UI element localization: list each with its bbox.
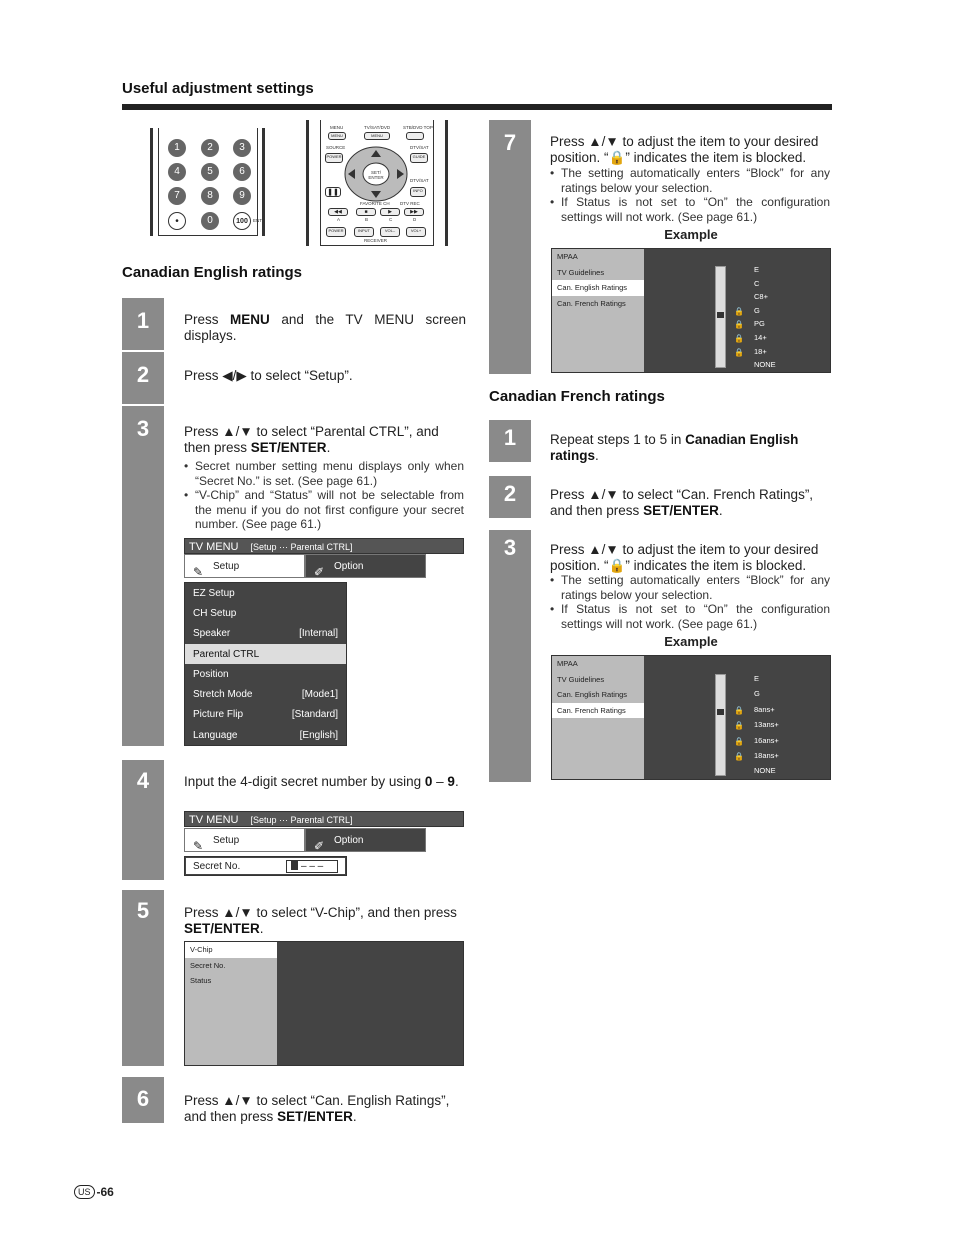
power-button: POWER	[325, 153, 343, 163]
rating-label: G	[754, 689, 760, 699]
tab-option-label-2: Option	[334, 835, 364, 846]
fr-rating-menu-mpaa[interactable]: MPAA	[557, 659, 578, 668]
setup-menu-list	[184, 582, 347, 746]
label-d: D	[413, 217, 417, 222]
key-2: 2	[201, 139, 219, 157]
guide-button: GUIDE	[410, 153, 428, 163]
label-dtvrec: DTV REC	[400, 201, 420, 206]
rating-row[interactable]	[734, 306, 776, 320]
key-6: 6	[233, 163, 251, 181]
rating-label: NONE	[754, 360, 776, 370]
vchip-menu-list	[185, 942, 277, 1065]
setup-icon: ✎	[193, 565, 204, 579]
tv-menu-title-2: TV MENU	[189, 814, 239, 826]
rating-menu-mpaa[interactable]: MPAA	[557, 252, 578, 261]
fast-forward-icon: ▶▶	[404, 208, 424, 216]
rating-label: NONE	[754, 766, 776, 776]
step-6-text: Press ▲/▼ to select “Can. English Ratings”, and then press SET/ENTER.	[184, 1093, 450, 1124]
step-4-number: 4	[136, 768, 150, 793]
fr-rating-slider-knob[interactable]	[717, 709, 724, 715]
fr-step-3-number: 3	[503, 535, 517, 560]
step-2-text: Press ◀/▶ to select “Setup”.	[184, 368, 353, 383]
rating-menu-can-french[interactable]: Can. French Ratings	[557, 298, 626, 308]
french-ratings-panel	[551, 655, 831, 780]
us-badge: US	[74, 1185, 95, 1199]
step-3-text: Press ▲/▼ to select “Parental CTRL”, and then press SET/ENTER.	[184, 424, 439, 455]
tv-menu-breadcrumb-2: [Setup ··· Parental CTRL]	[250, 815, 353, 825]
label-c: C	[389, 217, 393, 222]
tv-menu-header-2	[184, 811, 464, 827]
step-6-number: 6	[136, 1086, 150, 1111]
french-ratings-list	[734, 674, 779, 782]
step-3-note-2: • “V-Chip” and “Status” will not be selectable from the menu if you do not first configure your secret number. (See page 61.)	[184, 488, 464, 532]
label-source: SOURCE	[326, 145, 346, 150]
example-label-french: Example	[664, 634, 718, 649]
rating-row[interactable]	[734, 736, 779, 751]
receiver-vol-down-button: VOL–	[380, 227, 400, 237]
tv-menu-tabs-2	[184, 828, 426, 852]
label-menu: MENU	[330, 125, 344, 130]
cursor-icon	[291, 861, 298, 870]
menu-button-b: MENU	[364, 132, 390, 140]
option-icon: ✐	[314, 565, 325, 579]
option-icon-2: ✐	[314, 839, 325, 853]
lock-icon: 🔒	[734, 347, 744, 357]
step-3-note-1: • Secret number setting menu displays only when “Secret No.” is set. (See page 61.)	[184, 459, 464, 488]
fr-step-3-bar	[489, 530, 531, 782]
rating-row[interactable]	[734, 720, 779, 735]
tv-menu-breadcrumb: [Setup ··· Parental CTRL]	[250, 542, 353, 552]
fr-rating-menu-can-english[interactable]: Can. English Ratings	[557, 690, 628, 699]
rating-row[interactable]	[734, 751, 779, 766]
key-5: 5	[201, 163, 219, 181]
tab-setup-label-2: Setup	[213, 835, 240, 846]
lock-icon: 🔒	[734, 320, 744, 330]
step-5-text: Press ▲/▼ to select “V-Chip”, and then press SET/ENTER.	[184, 905, 457, 936]
rating-label: 8ans+	[754, 704, 775, 714]
stb-menu-button	[406, 132, 424, 140]
rating-row[interactable]	[734, 347, 776, 361]
step-7-note-2: • If Status is not set to “On” the configuration settings will not work. (See page 61.)	[550, 195, 830, 224]
step-7-bar	[489, 120, 531, 374]
header-title: Useful adjustment settings	[122, 80, 314, 97]
step-3-notes	[184, 459, 464, 532]
rating-row[interactable]	[734, 766, 779, 781]
page-number: -66	[96, 1185, 114, 1199]
key-4: 4	[168, 163, 186, 181]
rating-row[interactable]	[734, 265, 776, 279]
secret-no-input[interactable]: – – –	[286, 860, 338, 873]
lock-icon: 🔒	[734, 736, 744, 746]
step-2-number: 2	[136, 362, 150, 387]
english-ratings-panel	[551, 248, 831, 373]
rating-label: 14+	[754, 332, 767, 342]
label-dtvsat-2: DTV/SAT	[410, 178, 429, 183]
fr-step-2-number: 2	[503, 481, 517, 506]
menu-item-position[interactable]: Position	[193, 668, 229, 680]
receiver-input-button: INPUT	[354, 227, 374, 237]
step-7-note-1: • The setting automatically enters “Block” for any ratings below your selection.	[550, 166, 830, 195]
fr-step-3-notes	[550, 573, 830, 631]
fr-step-3-text: Press ▲/▼ to adjust the item to your desired position. “🔒” indicates the item is blocked.	[550, 542, 819, 573]
step-4-text: Input the 4-digit secret number by using 0 – 9.	[184, 774, 459, 789]
label-stb: STB/DVD TOP	[403, 125, 433, 130]
rating-menu-can-english[interactable]: Can. English Ratings	[552, 280, 644, 296]
tab-option-label: Option	[334, 561, 364, 572]
vchip-item-vchip[interactable]: V-Chip	[185, 942, 277, 958]
rating-row[interactable]	[734, 333, 776, 347]
label-receiver: RECEIVER	[364, 238, 388, 243]
step-1-number: 1	[136, 308, 150, 333]
fr-step-2-text: Press ▲/▼ to select “Can. French Ratings”, and then press SET/ENTER.	[550, 487, 814, 518]
fr-rating-slider[interactable]	[715, 674, 726, 776]
rating-slider[interactable]	[715, 266, 726, 368]
key-1: 1	[168, 139, 186, 157]
label-favorite: FAVORITE CH	[360, 201, 390, 206]
label-dtvsat: DTV/SAT	[410, 145, 429, 150]
lock-icon: 🔒	[734, 721, 744, 731]
rating-row[interactable]	[734, 674, 779, 689]
page-footer	[74, 1185, 114, 1199]
header-rule	[122, 104, 832, 110]
pause-icon: ❚❚	[325, 187, 341, 197]
rating-label: 16ans+	[754, 735, 779, 745]
ratings-menu-list	[552, 249, 644, 372]
fr-rating-menu-can-french[interactable]: Can. French Ratings	[552, 703, 644, 719]
secret-no-label: Secret No.	[193, 860, 241, 872]
english-section-title: Canadian English ratings	[122, 264, 303, 281]
step-7-text: Press ▲/▼ to adjust the item to your desired position. “🔒” indicates the item is blocked.	[550, 134, 819, 165]
vchip-item-secret-no[interactable]: Secret No.	[190, 960, 226, 970]
menu-item-ch-setup[interactable]: CH Setup	[193, 607, 237, 619]
fr-rating-menu-tv-guidelines[interactable]: TV Guidelines	[557, 674, 605, 684]
fr-ratings-menu-list	[552, 656, 644, 779]
rating-row[interactable]	[734, 279, 776, 293]
menu-item-parental-ctrl[interactable]: Parental CTRL	[185, 644, 346, 664]
rating-slider-knob[interactable]	[717, 312, 724, 318]
rating-label: E	[754, 674, 760, 683]
tab-option[interactable]	[305, 554, 426, 578]
label-tvsat: TV/SAT/DVD	[364, 125, 391, 130]
rating-label: 18ans+	[754, 750, 779, 760]
key-dot: •	[168, 212, 186, 230]
lock-icon: 🔒	[734, 333, 744, 343]
secret-no-row	[184, 856, 347, 876]
rating-row[interactable]	[734, 360, 776, 374]
rating-label: G	[754, 305, 760, 315]
french-section-title: Canadian French ratings	[489, 388, 665, 405]
menu-item-speaker[interactable]: Speaker [Internal]	[193, 628, 338, 640]
fr-step-3-note-1: • The setting automatically enters “Block” for any ratings below your selection.	[550, 573, 830, 602]
label-b: B	[365, 217, 369, 222]
vchip-menu	[184, 941, 464, 1066]
rating-label: E	[754, 265, 760, 274]
example-label-english: Example	[664, 227, 718, 242]
menu-item-picture-flip[interactable]: Picture Flip [Standard]	[193, 709, 338, 721]
step-3-bar	[122, 406, 164, 746]
key-9: 9	[233, 187, 251, 205]
lock-icon: 🔒	[734, 705, 744, 715]
setup-icon-2: ✎	[193, 839, 204, 853]
key-0: 0	[201, 212, 219, 230]
menu-button-a: MENU	[328, 132, 346, 140]
rating-menu-tv-guidelines[interactable]: TV Guidelines	[557, 267, 605, 277]
menu-item-stretch-mode[interactable]: Stretch Mode [Mode1]	[193, 689, 338, 701]
play-icon: ▶	[380, 208, 400, 216]
key-7: 7	[168, 187, 186, 205]
menu-item-ez-setup[interactable]: EZ Setup	[193, 587, 235, 599]
key-3: 3	[233, 139, 251, 157]
rating-row[interactable]	[734, 292, 776, 306]
rating-label: 13ans+	[754, 720, 779, 730]
receiver-power-button: POWER	[326, 227, 346, 237]
tv-menu-header	[184, 538, 464, 554]
remote-keypad-illustration	[150, 128, 265, 236]
stop-icon: ■	[356, 208, 376, 216]
english-ratings-list	[734, 265, 776, 374]
key-8: 8	[201, 187, 219, 205]
tab-setup[interactable]	[184, 554, 305, 578]
step-5-number: 5	[136, 898, 150, 923]
tv-menu-tabs	[184, 554, 426, 578]
fr-step-3-note-2: • If Status is not set to “On” the configuration settings will not work. (See page 61.)	[550, 602, 830, 631]
vchip-item-status[interactable]: Status	[190, 976, 212, 985]
label-a: A	[337, 217, 341, 222]
menu-item-language[interactable]: Language [English]	[193, 729, 338, 741]
lock-icon: 🔒	[734, 306, 744, 316]
tab-setup-label: Setup	[213, 561, 240, 572]
info-button: INFO	[410, 187, 426, 197]
step-1-text: Press MENU and the TV MENU screen displays.	[184, 312, 466, 343]
tab-setup-2[interactable]	[184, 828, 305, 852]
label-set-enter: SET/ ENTER	[368, 170, 384, 180]
lock-icon: 🔒	[734, 751, 744, 761]
ent-label: ENT	[253, 218, 262, 223]
remote-navigation-illustration	[306, 120, 448, 246]
step-3-number: 3	[136, 416, 150, 441]
receiver-vol-up-button: VOL+	[406, 227, 426, 237]
step-7-number: 7	[503, 130, 517, 155]
key-100: 100	[233, 212, 251, 230]
rating-label: PG	[754, 319, 765, 329]
rating-row[interactable]	[734, 689, 779, 704]
rating-label: C8+	[754, 292, 768, 302]
step-7-notes	[550, 166, 830, 224]
tab-option-2[interactable]	[305, 828, 426, 852]
rewind-icon: ◀◀	[328, 208, 348, 216]
fr-step-1-number: 1	[503, 425, 517, 450]
fr-step-1-text: Repeat steps 1 to 5 in Canadian English ratings.	[550, 432, 799, 463]
rating-label: 18+	[754, 346, 767, 356]
tv-menu-title: TV MENU	[189, 541, 239, 553]
rating-row[interactable]	[734, 705, 779, 720]
rating-label: C	[754, 278, 760, 288]
rating-row[interactable]	[734, 319, 776, 333]
